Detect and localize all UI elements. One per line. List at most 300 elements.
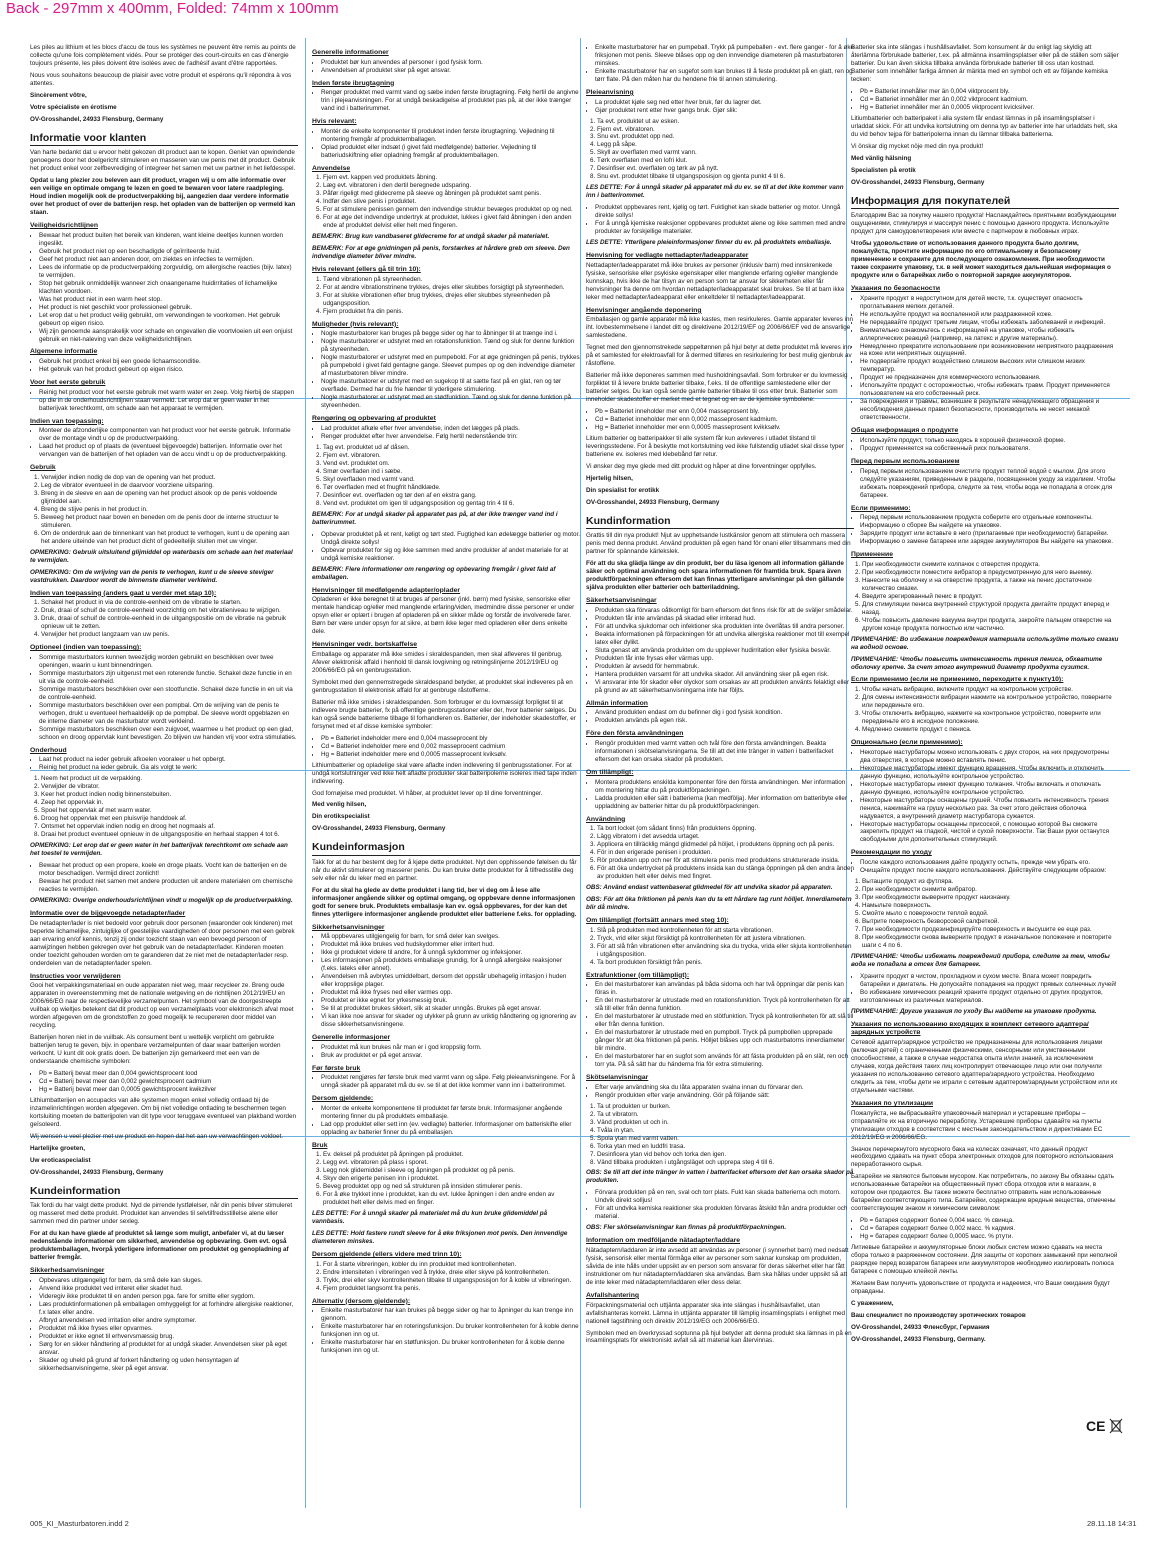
- list-item: • Laat het product na ieder gebruik afkoelen vooraleer u het opbergt.: [39, 756, 298, 764]
- list-item: • Sluta genast att använda produkten om du upplever hudirritation eller fysiska besvär.: [595, 647, 854, 655]
- list-item: 7. Desinfiser evt. overflaten og tørk av på nytt.: [597, 165, 854, 173]
- note-text: BEMÆRK: For at undgå skader på apparatet pas på, at der ikke trænger vand ind i batterirummet.: [312, 510, 558, 526]
- list-item: 2. При необходимости снимите вибратор.: [862, 886, 1119, 894]
- paragraph: Emballasjen og gamle apparater må ikke kastes, men resirkuleres. Gamle apparater leveres inn iht. lovbestemmelsene i landet ditt og direktivene 2012/19/EF og 2006/66/EF ved de ansvarlige samlestedene.: [586, 316, 854, 340]
- list-item: • Enkelte masturbatorer har en støtfunksjon. Du bruker kontrollenheten for å koble denne funksjonen inn og ut.: [321, 1339, 580, 1355]
- list-item: • Efter varje användning ska du låta apparaten svalna innan du förvarar den.: [595, 1084, 854, 1092]
- section-heading: Om tillämpligt (fortsätt annars med steg 10):: [586, 917, 729, 925]
- note-text: OPMERKING: Overige onderhoudsrichtlijnen vindt u mogelijk op de productverpakking.: [30, 897, 293, 905]
- section-title: Kundeinformation: [30, 1185, 298, 1199]
- list-item: • Enkelte masturbatorer har en pumpeball. Trykk på pumpeballen - evt. flere ganger - for å øke friksjonen mot penis. Sleeve blåses opp og den innvendige diameteren på masturbatoren minskes.: [595, 44, 854, 68]
- section-heading: Hvis relevant (ellers gå til trin 10):: [312, 266, 421, 274]
- list-item: • Cd = Batteriet inneholder mer enn 0,002 masseprosent kadmium.: [595, 416, 854, 424]
- list-item: • Produktet må kun brukes når man er i god kroppslig form.: [321, 1044, 580, 1052]
- list-item: 1. Neem het product uit de verpakking.: [41, 775, 298, 783]
- list-item: • Produktet er ikke egnet for yrkesmessig bruk.: [321, 997, 580, 1005]
- bullet-list: [586, 408, 854, 432]
- numbered-list: [586, 927, 854, 967]
- list-item: 4. Smør overfladen ind i sæbe.: [323, 468, 580, 476]
- list-item: • Laad het product op of plaats de (eventueel bijgevoegde) batterijen. Informatie over het vervangen van de batterijen of het opladen van de accu vindt u op de productverpakking.: [39, 443, 298, 459]
- paragraph: Lithiumbatterier og opladelige skal være afladte inden indlevering til genbrugsstationer. For at undgå kortslutninger ved ikke helt afladte produkter skal batteripolerne isoleres med tape inden indlevering.: [312, 761, 577, 785]
- list-item: • Продукт не предназначен для коммерческого использования.: [860, 374, 1119, 382]
- list-item: • Pb = Batterij bevat meer dan 0,004 gewichtsprocent lood: [39, 1070, 298, 1078]
- section-heading: Inden første ibrugtagning: [312, 79, 395, 87]
- bold-text: Specialisten på erotik: [851, 166, 916, 174]
- numbered-list: [586, 118, 854, 182]
- section-heading: Henvisninger til medfølgende adapter/oplader: [312, 586, 461, 594]
- numbered-list: [851, 686, 1119, 734]
- section-heading: Применение: [851, 551, 893, 559]
- section-heading: Henvisninger angående deponering: [586, 306, 702, 314]
- list-item: • Немедленно прекратите использование при возникновении неприятного раздражения на коже или неприятных ощущений.: [860, 343, 1119, 359]
- list-item: • Produktet er ikke egnet til erhvervsmæssig brug.: [39, 1333, 298, 1341]
- list-item: • En del masturbatorer är utrustade med en pumpboll. Tryck på pumpbollen upprepade gånger för att öka friktionen på penis. Hölljet blåses upp och masturbatorns innerdiameter blir mindre.: [595, 1029, 854, 1053]
- list-item: • Reinig het product voor het eerste gebruik met warm water en zeep. Volg hierbij de stappen op die in de onderhoudsrichtlijnen staan vermeld. Let erop dat er geen water in het batterijvak terechtkomt, om schade aan het apparaat te vermijden.: [39, 389, 298, 413]
- list-item: • Gjør produktet rent etter hver gangs bruk. Gjør slik:: [595, 107, 854, 115]
- paragraph: Förpackningsmaterial och uttjänta apparater ska inte slängas i hushållsavfallet, utan avfallshanteras korrekt. Lämna in uttjänta apparater till lämplig insamlingsplats i enlighet med nationell lagstiftning och direktiv 2012/19/EG och 2006/66/EG.: [586, 1301, 846, 1325]
- list-item: • Monter de enkelte komponentene til produktet før første bruk. Informasjoner angående montering finner du på produktets emballasje.: [321, 1105, 580, 1121]
- bullet-list: [312, 531, 580, 563]
- list-item: • Lad produktet afkøle efter hver anvendelse, inden det lægges på plads.: [321, 425, 580, 433]
- paragraph: Пожалуйста, не выбрасывайте упаковочный материал и устаревшие приборы – отправляйте их на вторичную переработку. Устаревшие приборы сдавайте на пункты утилизации отходов в соответствии с местным законодательством и директивами ЕС 2012/19/EG и 2006/66/EG.: [851, 1109, 1103, 1141]
- bold-text: För att du ska glädja länge av din produkt, ber du läsa igenom all information gällande säker och optimal användning och spara informationen för framtida bruk. Spara även produktförpackningen eftersom det kan finnas ytterligare anvisningar på den gällande själva produkten eller batterier och batteriladdning.: [586, 560, 844, 592]
- list-item: 5. Skyll av overflaten med varmt vann.: [597, 149, 854, 157]
- list-item: • Nogle masturbatorer kan bruges på begge sider og har to åbninger til at trænge ind i.: [321, 330, 580, 338]
- note-text: OPMERKING: Om de wrijving van de penis te verhogen, kunt u de sleeve steviger vastdrukken. Daardoor wordt de binnenste diameter verkleind.: [30, 568, 274, 584]
- list-item: • En del masturbatorer är utrustade med en rotationsfunktion. Tryck på kontrollenheten för att slå till eller från denna funktion.: [595, 997, 854, 1013]
- list-item: 4. Verwijder het product langzaam van uw penis.: [41, 631, 298, 639]
- list-item: 1. Чтобы начать вибрацию, включите продукт на контрольном устройстве.: [862, 686, 1119, 694]
- section-heading: Algemene informatie: [30, 348, 98, 356]
- paragraph: Symbolen med en överkryssad soptunna på hjul betyder att denna produkt ska lämnas in på en insamlingsplats för elektroniskt avfall så att material kan återvinnas.: [586, 1329, 852, 1345]
- paragraph: Grattis till din nya produkt! Njut av upphetsande lustkänslor genom att stimulera och massera penis med denna produkt. Använd produkten på egen hand för onani eller tillsammans med din partner för spännande kärlekslek.: [586, 532, 851, 556]
- paragraph: Emballage og apparater må ikke smides i skraldespanden, men skal afleveres til genbrug. Afever elektronisk affald i henhold til dansk lovgivning og retningslinjerne 2012/19/EU og 2006/66/EG på en genbrugsstation.: [312, 650, 563, 674]
- list-item: 8. Draai het product eventueel opnieuw in de uitgangspositie en herhaal stappen 4 tot 6.: [41, 831, 298, 839]
- bold-text: Med venlig hilsen,: [312, 801, 367, 809]
- paragraph: Литиевые батарейки и аккумуляторные блоки любых систем можно сдавать на места сбора только в разряженном состоянии. Для защиты от коротких замыканий при неполной разрядке перед возвратом батареек или аккумуляторов необходимо изолировать полюса батареек с помощью клейкой ленты.: [851, 1244, 1118, 1276]
- list-item: • Videregiv ikke produktet til en anden person pga. fare for smitte eller sygdom.: [39, 1293, 298, 1301]
- list-item: • En del masturbatorer kan användas på båda sidorna och har två öppningar där penis kan föras in.: [595, 981, 854, 997]
- bullet-list: [312, 735, 580, 759]
- list-item: 8. Snu evt. produktet tilbake til utgangsposisjon og gjenta punkt 4 til 6.: [597, 173, 854, 181]
- list-item: • Очищайте продукт после каждого использования. Действуйте следующим образом:: [860, 867, 1119, 875]
- list-item: 2. Endre intensiteten i vibreringen ved å trykke, dreie eller skyve på kontrollenheten.: [323, 1269, 580, 1277]
- list-item: • Некоторые мастурбаторы оснащены присоской, с помощью которой Вы сможете закрепить продукт на гладкой, чистой и сухой поверхности. Так Ваши руки останутся свободными для дополнительных стимуляций.: [860, 821, 1119, 845]
- list-item: 4. Legg på såpe.: [597, 141, 854, 149]
- list-item: 4. Медленно снимите продукт с пениса.: [862, 726, 1119, 734]
- bold-text: Din spesialist for erotikk: [586, 487, 660, 495]
- fold-line-1: [305, 38, 306, 1508]
- bullet-list: [586, 709, 854, 725]
- list-item: 2. Fjern evt. vibratoren.: [323, 452, 580, 460]
- bullet-list: [312, 1105, 580, 1137]
- list-item: 4. Введите эрегированный пенис в продукт.: [862, 593, 1119, 601]
- bullet-list: [312, 59, 580, 75]
- list-item: • Hg = батарея содержит более 0,0005 масс. % ртути.: [860, 1233, 1119, 1241]
- note-text: LES DETTE: Ytterligere pleieinformasjoner finner du ev. på produktets emballasje.: [586, 239, 832, 247]
- list-item: • Montér de enkelte komponenter til produktet inden første ibrugtagning. Vejledning til montering fremgår af produktemballagen.: [321, 128, 580, 144]
- list-item: • Не подвергайте продукт воздействию слишком высоких или слишком низких температур.: [860, 358, 1119, 374]
- list-item: • Hantera produkten varsamt för att undvika skador. All användning sker på egen risk.: [595, 671, 854, 679]
- section-heading: Före den första användningen: [586, 730, 684, 738]
- bullet-list: [312, 425, 580, 441]
- bold-text: Opdat u lang plezier zou beleven aan dit product, vragen wij u om alle informatie over een veilige en optimale omgang te lezen en goed te bewaren voor latere raadpleging. Houd indien mogelijk ook de productverpakking bij, aangezien daar verdere informatie over het product of over de batterijen resp. het opladen van de batterijen op vermeld kan staan.: [30, 177, 296, 217]
- note-text: LES DETTE: For å unngå skader på apparatet må du ev. se til at det ikke kommer vann inn i batterirommet.: [586, 184, 844, 200]
- paragraph: De netadapter/lader is niet bedoeld voor gebruik door personen (waaronder ook kinderen) met beperkte lichamelijke, zintuiglijke of geestelijke vaardigheden of door personen met een gebrek aan ervaring en/of kennis, tenzij zij onder toezicht staan van een bevoegd persoon of aanwijzingen hebben gekregen over het gebruik van de netadapter/lader. Kinderen moeten onder toezicht gehouden worden om te garanderen dat ze niet met de netadapter/lader resp. onderdelen van de netadapter/lader spelen.: [30, 919, 295, 967]
- section-heading: Skötselanvisningar: [586, 1074, 649, 1082]
- bullet-list: [851, 88, 1119, 112]
- section-heading: Før første bruk: [312, 1064, 361, 1072]
- list-item: 5. Для стимуляции пениса внутренней структурой продукта двигайте продукт вперед и назад.: [862, 601, 1119, 617]
- bold-text: OV-Grosshandel, 24933 Flensburg, Germany: [30, 1168, 164, 1176]
- list-item: 1. Tænd vibrationen på styreenheden.: [323, 276, 580, 284]
- list-item: • Produktet må ikke brukes ved hudskydommer eller irritert hud.: [321, 941, 580, 949]
- section-heading: Указания по утилизации: [851, 1099, 934, 1107]
- list-item: • Bewaar het product op een propere, koele en droge plaats. Vocht kan de batterijen en de motor beschadigen. Vermijd direct zonlicht!: [39, 862, 298, 878]
- list-item: • Was het product niet in een warm heet stop.: [39, 296, 298, 304]
- section-heading: Alternativ (dersom gjeldende):: [312, 1297, 411, 1305]
- numbered-list: [586, 1103, 854, 1167]
- list-item: • Opbevar produktet på et rent, køligt og tørt sted. Fugtighed kan ødelægge batterier og motor. Undgå direkte sollys!: [321, 531, 580, 547]
- list-item: 5. Beveg produktet opp og ned så strukturen på innsiden stimulerer penis.: [323, 1183, 580, 1191]
- bullet-list: [851, 859, 1119, 875]
- list-item: 4. Breng de stijve penis in het product in.: [41, 506, 298, 514]
- section-heading: Anvendelse: [312, 164, 351, 172]
- paragraph: Batterier ska inte slängas i hushållsavfallet. Som konsument är du enligt lag skyldig att återlämna förbrukade batterier, t.ex. på allmänna insamlingsplatser eller på de ställen som säljer batterier. Du kan även skicka tillbaka använda förbrukade batterier till oss utan kostnad. Batterier som innehåller farliga ämnen är märkta med en symbol och ett av följande kemiska tecken:: [851, 44, 1119, 83]
- bold-text: OV-Grosshandel, 24933 Flensburg, Germany: [851, 178, 985, 186]
- list-item: 4. Fjern produktet fra din penis.: [323, 308, 580, 316]
- bold-text: For at du skal ha glede av dette produktet i lang tid, ber vi deg om å lese alle informasjoner angående sikker og optimal omgang, og oppbevare denne informasjonen godt for senere bruk. Produktets emballasje kan ev. også oppbevares, for der kan det finnes ytterligere informasjoner angående produktet eller batteriene f.eks. for opplading.: [312, 886, 577, 918]
- list-item: • Cd = Batterij bevat meer dan 0,002 gewichtsprocent cadmium: [39, 1078, 298, 1086]
- list-item: 3. Påfør rigeligt med glidecreme på sleeve og åbningen på produktet samt penis.: [323, 190, 580, 198]
- bullet-list: [851, 468, 1119, 500]
- bullet-list: [586, 1084, 854, 1100]
- list-item: • Produkten ska förvaras oåtkomligt för barn eftersom det finns risk för att de sväljer smådelar.: [595, 607, 854, 615]
- bullet-list: [30, 862, 298, 894]
- list-item: • Hg = Batteriet inneholder mer enn 0,0005 masseprosent kvikksølv.: [595, 424, 854, 432]
- bold-text: Uw eroticaspecialist: [30, 1156, 91, 1164]
- list-item: 4. För in den erigerade penisen i produkten.: [597, 849, 854, 857]
- bold-text: OV-Grosshandel, 24933 Flensburg, Germany: [586, 499, 720, 507]
- list-item: 3. Нанесите на оболочку и на отверстие продукта, а также на пенис достаточное количество смазки.: [862, 577, 1119, 593]
- list-item: • Во избежание химических реакций храните продукт отдельно от других продуктов, изготовленных из различных материалов.: [860, 989, 1119, 1005]
- section-heading: Optioneel (indien van toepassing):: [30, 644, 142, 652]
- list-item: 7. Desinficer evt. overfladen og tør den af en ekstra gang.: [323, 492, 580, 500]
- section-title: Kundeinformasjon: [312, 841, 580, 855]
- list-item: • Opbevares utilgængeligt for børn, da små dele kan sluges.: [39, 1277, 298, 1285]
- bullet-list: [312, 933, 580, 1029]
- list-item: • Внимательно ознакомьтесь с информацией на упаковке, чтобы избежать аллергических реакций (например, на латекс и другие материалы).: [860, 327, 1119, 343]
- section-heading: Information om medföljande nätadapter/laddare: [586, 1237, 741, 1245]
- list-item: 3. Snu evt. produktet opp ned.: [597, 133, 854, 141]
- list-item: • Het product is niet geschikt voor professioneel gebruik.: [39, 304, 298, 312]
- note-text: BEMÆRK: Brug kun vandbaseret glidecreme for at undgå skader på materialet.: [312, 233, 550, 241]
- list-item: 1. Schakel het product in via de controle-eenheid om de vibratie te starten.: [41, 599, 298, 607]
- list-item: • За повреждения и травмы, возникшие в результате ненадлежащего обращения и несоблюдения данных правил безопасности, производитель не несет никакой ответственности.: [860, 398, 1119, 422]
- list-item: • En del masturbatorer är utrustade med en stötfunktion. Tryck på kontrollenheten för att slå till eller från denna funktion.: [595, 1013, 854, 1029]
- list-item: 3. Legg nok glidemiddel i sleeve og åpningen på produktet og på penis.: [323, 1167, 580, 1175]
- list-item: 6. For at øge det indvendige undertryk at produktet, lukkes i givet fald åbningen i den anden ende af produktet delvist eller helt med fingeren.: [323, 214, 580, 230]
- list-item: • Se til at produktet brukes sikkert, slik at skader unngås. Brukes på eget ansvar.: [321, 1005, 580, 1013]
- list-item: • Перед первым использованием продукта соберите его отдельные компоненты. Информацию о сборке Вы найдете на упаковке.: [860, 514, 1119, 530]
- note-text: BEMÆRK: Flere informationer om rengøring og opbevaring fremgår i givet fald af emballagen.: [312, 565, 556, 581]
- paragraph: Litiumbatterier och batteripaket i alla system får endast lämnas in på insamlingsplatser i urladdat skick. För att undvika kortslutning om denna typ av batterier inte har urladdats helt, ska du vid behov tejpa för batteripolerna innan du lämnar tillbaka batterierna.: [851, 114, 1118, 138]
- section-heading: Allmän information: [586, 699, 648, 707]
- bullet-list: [30, 232, 298, 344]
- list-item: 2. Для смены интенсивности вибрации нажмите на контрольное устройство, поверните или передвиньте его.: [862, 694, 1119, 710]
- list-item: 3. Vänd produkten ut och in.: [597, 1119, 854, 1127]
- list-item: 2. Druk, draai of schuif de controle-eenheid voorzichtig om het vibratieniveau te wijzigen.: [41, 607, 298, 615]
- list-item: 3. При необходимости выверните продукт наизнанку.: [862, 894, 1119, 902]
- list-item: 6. Torka ytan med en luddfri trasa.: [597, 1143, 854, 1151]
- list-item: • Produkten används på egen risk.: [595, 717, 854, 725]
- list-item: • Hg = Batterij bevat meer dan 0,0005 gewichtsprocent kwikzilver: [39, 1086, 298, 1094]
- bullet-list: [586, 44, 854, 84]
- list-item: • For å unngå kjemiske reaksjoner oppbevares produktet alene og ikke sammen med andre produkter av forskjellige materialer.: [595, 220, 854, 236]
- numbered-list: [312, 174, 580, 230]
- list-item: • После каждого использования дайте продукту остыть, прежде чем убрать его.: [860, 859, 1119, 867]
- list-item: • Nogle masturbatorer er udstyret med en rotationsfunktion. Tænd og sluk for denne funktion på styreenheden.: [321, 338, 580, 354]
- footer-datetime: 28.11.18 14:31: [1087, 1519, 1137, 1528]
- section-title: Информация для покупателей: [851, 195, 1119, 209]
- list-item: • Sommige masturbators beschikken over een stootfunctie. Schakel deze functie in en uit via de controle-eenheid.: [39, 686, 298, 702]
- section-heading: Henvisning for vedlagte nettadapter/ladeapparater: [586, 252, 749, 260]
- paragraph: Значок перечеркнутого мусорного бака на колесах означает, что данный продукт необходимо сдавать на пункт сбора электронных отходов для повторного использования переработанного сырья.: [851, 1145, 1114, 1169]
- list-item: • Het gebruik van het product gebeurt op eigen risico.: [39, 366, 298, 374]
- paragraph: Tak fordi du har valgt dette produkt. Nyd de pirrende lystfølelser, når din penis bliver stimuleret og masseret med dette produkt. Produktet kan anvendes til selvtilfredsstillelse alene eller sammen med din partner under sexleg.: [30, 1202, 293, 1226]
- list-item: • Wij zijn genoemde aansprakelijk voor schade en ongevallen die voortvloeien uit een onjuist gebruik en niet-naleving van deze veiligheidsrichtlijnen.: [39, 328, 298, 344]
- list-item: • Некоторые мастурбаторы имеют функцию толкания. Чтобы включать и отключать данную функцию, используйте контрольное устройство.: [860, 781, 1119, 797]
- note-text: ПРИМЕЧАНИЕ: Чтобы повысить интенсивность трения пениса, обхватите оболочку крепче. За счет этого внутренний диаметр продукта сузится.: [851, 655, 1103, 671]
- bullet-list: [312, 1074, 580, 1090]
- paragraph: Сетевой адаптер/зарядное устройство не предназначены для использования лицами (включая детей) с ограниченными физическими, сенсорными или умственными способностями, а также в случае недостатка опыта и/или знаний, за исключением случаев, когда действия таких лиц контролирует отвечающее лицо или они получили указания по использованию сетевого адаптера/зарядного устройства. Необходимо следить за тем, чтобы дети не играли с сетевым адаптером/зарядным устройством или их отдельными частями.: [851, 1039, 1118, 1094]
- list-item: • Skader og uheld på grund af forkert håndtering og uden hensyntagen af sikkerhedsanvisningerne, sker på eget ansvar.: [39, 1357, 298, 1373]
- bold-text: Sincèrement vôtre,: [30, 91, 87, 99]
- list-item: • Cd = Batteriet indeholder mere end 0,002 masseprocent cadmium: [321, 743, 580, 751]
- paragraph: Batterier må ikke smides i skraldespanden. Som forbruger er du lovmæssigt forpligtet til at indlevere brugte batterier, fx på offentlige genbrugsstationer eller der, hvor batterier sælges. Du kan også sende batterierne tilbage til forhandleren os. Batterier, der indeholder skadestoffer, er forsynet med et af disse kemiske symboler:: [312, 698, 577, 730]
- section-heading: Om tillämpligt:: [586, 768, 634, 776]
- bullet-list: [851, 1217, 1119, 1241]
- bullet-list: [30, 427, 298, 459]
- list-item: • Pb = батарея содержит более 0,004 масс. % свинца.: [860, 1217, 1119, 1225]
- note-text: OBS: Använd endast vattenbaserat glidmedel för att undvika skador på apparaten.: [586, 884, 833, 892]
- list-item: • Rengör produkten efter varje användning. Gör på följande sätt:: [595, 1092, 854, 1100]
- list-item: • Bewaar het product buiten het bereik van kinderen, want kleine deeltjes kunnen worden ingeslikt.: [39, 232, 298, 248]
- list-item: 6. Вытрите поверхность безворсовой салфеткой.: [862, 918, 1119, 926]
- list-item: • Hg = Batteriet innehåller mer än 0,0005 viktprocent kvicksilver.: [860, 104, 1119, 112]
- list-item: • Некоторые мастурбаторы оснащены грушей. Чтобы повысить интенсивность трения пениса, нажимайте на грушу несколько раз. За счет этого действия оболочка надувается, а внутренний диаметр мастурбатора сужается.: [860, 797, 1119, 821]
- note-text: LES DETTE: Hold fastere rundt sleeve for å øke friksjonen mot penis. Den innvendige diameteren minskes.: [312, 1230, 568, 1246]
- list-item: • Некоторые мастурбаторы имеют функцию вращения. Чтобы включить и отключить данную функцию, используйте контрольное устройство.: [860, 765, 1119, 781]
- bullet-list: [586, 1189, 854, 1221]
- list-item: 2. При необходимости поместите вибратор в предусмотренную для него выемку.: [862, 569, 1119, 577]
- list-item: • Sommige masturbators beschikken over een pompbal. Om de wrijving van de penis te verhogen, drukt u eventueel herhaaldelijk op de pompbal. De sleeve wordt opgeblazen en de interne diameter van de masturbator wordt verkleind.: [39, 702, 298, 726]
- bold-text: Hartelijke groeten,: [30, 1144, 85, 1152]
- section-title: Informatie voor klanten: [30, 132, 298, 146]
- note-text: ПРИМЕЧАНИЕ: Другие указания по уходу Вы найдете на упаковке продукта.: [851, 1007, 1097, 1015]
- list-item: • Produkten får inte användas på skadad eller irriterad hud.: [595, 615, 854, 623]
- paragraph: Nettadapter/ladeapparatet må ikke brukes av personer (inklusiv barn) med innskrenkede fysiske, sensoriske eller psykiske egenskaper eller manglende erfaring og/eller manglende kunnskap, hvis ikke de har tilsyn av en person som tar ansvar for sikkerheten eller får henvisninger fra denne om hvordan nettadapter/ladeapparatet skal brukes. Se til at barn ikke leker med nettadapter/ladeapparat eller enkeltdeler til nettadapter/ladeapparat.: [586, 261, 845, 301]
- note-text: ПРИМЕЧАНИЕ: Во избежание повреждения материала используйте только смазки на водной основе.: [851, 635, 1119, 651]
- list-item: 2. Lägg vibratorn i det avsedda urtaget.: [597, 833, 854, 841]
- paragraph: Opladeren er ikke beregnet til at bruges af personer (inkl. børn) med fysiske, sensoriske eller mentale handicap og/eller med manglende erfaring/viden, medmindre disse personer er under opsyn eller er oplært i brugen af opladeren på en sikker måde og forstår de involverede farer. Børn bør være under opsyn for at sikre, at børn ikke leger med opladeren eller dens enkelte dele.: [312, 596, 575, 636]
- list-item: 3. Чтобы отключить вибрацию, нажмите на контрольное устройство, поверните или передвиньте его в исходное положение.: [862, 710, 1119, 726]
- list-item: 1. Ev. deksel på produktet på åpningen på produktet.: [323, 1151, 580, 1159]
- list-item: • Les informasjonen på produktets emballasje grundig, for å unngå allergiske reaksjoner (f.eks. lateks eller annet).: [321, 957, 580, 973]
- list-item: 6. For å øke trykket inne i produktet, kan du evt. lukke åpningen i den andre enden av produktet helt eller delvis med en finger.: [323, 1191, 580, 1207]
- section-heading: Extrafunktioner (om tillämpligt):: [586, 971, 690, 979]
- list-item: • Enkelte masturbatorer har en sugefot som kan brukes til å feste produktet på en glatt, ren og tørr flate. På den måten har du hendene frie til annen stimulering.: [595, 68, 854, 84]
- note-text: OBS: Fler skötselanvisningar kan finnas på produktförpackningen.: [586, 1224, 787, 1232]
- list-item: • Förvara produkten på en ren, sval och torr plats. Fukt kan skada batterierna och motorn. Undvik direkt solljus!: [595, 1189, 854, 1205]
- list-item: 2. Fjern evt. vibratoren.: [597, 126, 854, 134]
- bullet-list: [586, 981, 854, 1069]
- paragraph: Les piles au lithium et les blocs d'accu de tous les systèmes ne peuvent être remis au points de collecte qu'une fois complètement vidés. Pour se protéger des court-circuits en cas d'énergie toujours présente, les piles doivent être isolées avec de l'adhésif avant d'être rapportées.: [30, 44, 296, 67]
- list-item: 6. Om de onderdruk aan de binnenkant van het product te verhogen, kunt u de opening aan het andere uiteinde van het product dicht of gedeeltelijk sluiten met uw vinger.: [41, 530, 298, 546]
- bullet-list: [312, 1044, 580, 1060]
- note-text: BEMÆRK: For at øge gnidningen på penis, forstærkes at hårdere greb om sleeve. Den indvendige diameter bliver mindre.: [312, 245, 570, 261]
- list-item: • Oplad produktet eller indsæt (i givet fald medfølgende) batterier. Vejledning til batteriudskiftning eller opladning fremgår af produktemballagen.: [321, 144, 580, 160]
- list-item: • Sommige masturbators zijn uitgerust met een roterende functie. Schakel deze functie in en uit via de controle-eenheid.: [39, 670, 298, 686]
- section-heading: Instructies voor verwijderen: [30, 972, 121, 980]
- paragraph: Batterier må ikke deponeres sammen med husholdningsavfall. Som forbruker er du lovmessig forpliktet til å levere brukte batterier tilbake, f.eks. til de offentlige samlestedene eller der batterier selges. Du kan også sende gamle batterier tilbake til oss etter bruk. Batterier som inneholder skadestoffer er merket med et tegnet og en av de kjemiske symbolene:: [586, 372, 848, 404]
- list-item: • Let erop dat u het product veilig gebruikt, om verwondingen te voorkomen. Het gebruik gebeurt op eigen risico.: [39, 312, 298, 328]
- bullet-list: [30, 1277, 298, 1373]
- list-item: 5. Смойте мыло с поверхности теплой водой.: [862, 910, 1119, 918]
- list-item: • Храните продукт в недоступном для детей месте, т.к. существует опасность проглатывания мелких деталей.: [860, 295, 1119, 311]
- list-item: • Храните продукт в чистом, прохладном и сухом месте. Влага может повредить батарейки и двигатель. Не допускайте попадания на продукт прямых солнечных лучей!: [860, 973, 1119, 989]
- paragraph: Wij wensen u veel plezier met uw product en hopen dat het aan uw verwachtingen voldoet.: [30, 1132, 284, 1140]
- list-item: 5. Skyl overfladen med varmt vand.: [323, 476, 580, 484]
- section-heading: Dersom gjeldende:: [312, 1095, 374, 1103]
- list-item: • Geef het product niet aan anderen door, om ziektes en infecties te vermijden.: [39, 256, 298, 264]
- bullet-list: [30, 1070, 298, 1094]
- section-heading: Henvisninger vedr. bortskaffelse: [312, 641, 418, 649]
- bullet-list: [586, 204, 854, 236]
- list-item: • Продукт применяется на собственный риск пользователя.: [860, 445, 1119, 453]
- list-item: • Ladda produkten eller sätt i batterierna (kan medfölja). Mer information om batteribyte eller uppladdning av batterier hittar du på produktförpackningen.: [595, 795, 854, 811]
- section-heading: Рекомендации по уходу: [851, 849, 932, 857]
- list-item: • Sørg for en sikker håndtering af produktet for at undgå skader. Anvendelsen sker på eget ansvar.: [39, 1341, 298, 1357]
- bold-text: For at du kan have glæde af produktet så længe som muligt, anbefaler vi, at du læser nedenstående informationer om sikkerhed, anvendelse og opbevaring. Gem evt. også produktemballagen, hvorpå yderligere informationer om produktet og genopladning af batterier fremgår.: [30, 1230, 289, 1262]
- section-heading: Sikkerhedsanvisninger: [30, 1267, 105, 1275]
- list-item: • Gebruik het product enkel bij een goede lichaamsconditie.: [39, 358, 298, 366]
- list-item: 1. Fjern evt. kappen ved produktets åbning.: [323, 174, 580, 182]
- bold-text: OV-Grosshandel, 24933 Flensburg, Germany.: [851, 1336, 986, 1344]
- list-item: • Зарядите продукт или вставьте в него (прилагаемые при необходимости) батарейки. Информацию о замене батареек или зарядке аккумуляторов Вы найдете на упаковке.: [860, 530, 1119, 546]
- section-heading: Dersom gjeldende (ellers videre med trinn 10):: [312, 1251, 462, 1259]
- compliance-marks: [1086, 1418, 1123, 1434]
- list-item: • Lad opp produktet eller sett inn (ev. vedlagte) batterier. Informasjoner om batteriskifte eller opplading av batterier finner du på emballasjen.: [321, 1121, 580, 1137]
- section-heading: Gebruik: [30, 464, 56, 472]
- section-heading: Informatie over de bijgevoegde netadapter/lader: [30, 910, 186, 917]
- list-item: 6. Tørk overflaten med en lofri klut.: [597, 157, 854, 165]
- section-heading: Indien van toepassing:: [30, 417, 104, 425]
- list-item: 1. При необходимости снимите колпачок с отверстия продукта.: [862, 561, 1119, 569]
- list-item: 6. Чтобы повысить давление вакуума внутри продукта, закройте пальцем отверстие на другом конце продукта полностью или частично.: [862, 617, 1119, 633]
- note-text: OBS: Se till att det inte tränger in vatten i batterifacket eftersom det kan orsaka skador på produkten.: [586, 1169, 854, 1185]
- list-item: • Produkten får inte frysas eller värmas upp.: [595, 655, 854, 663]
- section-heading: Onderhoud: [30, 746, 67, 754]
- list-item: • Cd = батарея содержит более 0,002 масс. % кадмия.: [860, 1225, 1119, 1233]
- list-item: • Monteer de afzonderlijke componenten van het product voor het eerste gebruik. Informatie over de montage vindt u op de productverpakking.: [39, 427, 298, 443]
- bullet-list: [312, 330, 580, 410]
- list-item: • Anvendelsen må avbrytes umiddelbart, dersom det oppstår ubehagelig irritasjon i huden eller kroppslige plager.: [321, 973, 580, 989]
- list-item: • Reinig het product na ieder gebruik. Ga als volgt te werk:: [39, 764, 298, 772]
- list-item: • La produktet kjøle seg ned etter hver bruk, før du lagrer det.: [595, 99, 854, 107]
- list-item: • Anvendelsen af produktet sker på eget ansvar.: [321, 67, 580, 75]
- section-heading: Indien van toepassing (anders gaat u verder met stap 10):: [30, 589, 217, 597]
- paragraph: Batterijen horen niet in de vuilbak. Als consument bent u wettelijk verplicht om gebruikte batterijen terug te geven, bijv. in openbare verzamelpunten of daar waar batterijen worden verkocht. U kunt dit ook gratis doen. De batterijen zijn gemarkeerd met een van de onderstaande chemische symbolen:: [30, 1034, 281, 1066]
- list-item: 3. Trykk, drei eller skyv kontrollenheten tilbake til utgangsposisjon for å koble ut vibreringen.: [323, 1277, 580, 1285]
- section-heading: Общая информация о продукте: [851, 427, 959, 435]
- column-4: [851, 44, 1119, 1509]
- section-heading: Voor het eerste gebruik: [30, 379, 106, 387]
- bullet-list: [851, 437, 1119, 453]
- section-heading: Säkerhetsanvisningar: [586, 597, 657, 605]
- bullet-list: [312, 128, 580, 160]
- list-item: • Produktet rengjøres før første bruk med varmt vann og såpe. Følg pleieanvisningene. For å unngå skader på apparatet må du ev. se til at det ikke kommer vann inn i batterirommet.: [321, 1074, 580, 1090]
- list-item: 6. Tør overfladen med et fnugfrit håndklæde.: [323, 484, 580, 492]
- numbered-list: [312, 276, 580, 316]
- list-item: • Använd produkten endast om du befinner dig i god fysisk kondition.: [595, 709, 854, 717]
- list-item: 3. Breng in de sleeve en aan de opening van het product alsook op de penis voldoende glijmiddel aan.: [41, 490, 298, 506]
- section-heading: Перед первым использованием: [851, 457, 960, 465]
- column-2: [312, 44, 580, 1509]
- section-heading: Användning: [586, 815, 626, 823]
- print-spec-header: Back - 297mm x 400mm, Folded: 74mm x 100mm: [6, 0, 339, 17]
- list-item: • Beakta informationen på förpackningen för att undvika allergiska reaktioner mot till exempel latex eller dylikt.: [595, 631, 854, 647]
- section-heading: Pleieanvisning: [586, 88, 634, 96]
- list-item: 1. Tag evt. produktet ud af dåsen.: [323, 444, 580, 452]
- list-item: • Sommige masturbators beschikken over een zuigvoet, waarmee u het product op een glad, schoon en droog oppervlak kunt bevestigen. Zo blijven uw handen vrij voor extra stimulaties.: [39, 726, 298, 742]
- bold-text: Hjertelig hilsen,: [586, 475, 633, 483]
- bold-text: Ваш специалист по производству эротических товаров: [851, 1312, 1026, 1320]
- list-item: 4. Намыльте поверхность.: [862, 902, 1119, 910]
- list-item: 1. Verwijder indien nodig de dop van de opening van het product.: [41, 474, 298, 482]
- bold-text: Din erotikspecialist: [312, 813, 370, 821]
- paragraph: Litium batterier og batteripakker til alle system får kun avleveres i utladet tilstand til leveringsstedene. For å beskytte mot kortslutning ved ikke fullstendig utladet skal disse typer batteriene ev. isoleres med klebebånd før retur.: [586, 435, 844, 459]
- list-item: • Stop het gebruik onmiddellijk wanneer zich onaangename huidirritaties of lichamelijke klachten voordoen.: [39, 280, 298, 296]
- paragraph: Van harte bedankt dat u ervoor hebt gekozen dit product aan te kopen. Geniet van opwindende genoegens door het doelgericht stimuleren en masseren van uw penis met dit product. Gebruik het product enkel voor zelfbevrediging of integreer het samen met uw partner in het liefdesspel.: [30, 149, 296, 173]
- bullet-list: [586, 779, 854, 811]
- list-item: 4. Fjern produktet langsomt fra penis.: [323, 1285, 580, 1293]
- list-item: 5. Beweeg het product naar boven en beneden om de penis door de interne structuur te stimuleren.: [41, 514, 298, 530]
- note-text: LES DETTE: For å unngå skader på materialet må du kun bruke glidemiddel på vannbasis.: [312, 1210, 548, 1226]
- list-item: • Nogle masturbatorer er udstyret med en pumpebold. For at øge gnidningen på penis, trykkes på pumpebold i givet fald gentagne gange. Sleevet pumpes op og den indvendige diameter af masturbatoren bliver mindre.: [321, 354, 580, 378]
- list-item: 1. Slå på produkten med kontrollenheten för att starta vibrationen.: [597, 927, 854, 935]
- list-item: 5. Rör produkten upp och ner för att stimulera penis med produktens strukturerade insida.: [597, 857, 854, 865]
- section-heading: Sikkerhetsanvisninger: [312, 923, 385, 931]
- note-text: OPMERKING: Gebruik uitsluitend glijmiddel op waterbasis om schade aan het materiaal te vermijden.: [30, 548, 293, 564]
- list-item: 5. Spoel het oppervlak af met warm water.: [41, 807, 298, 815]
- list-item: • Vi kan ikke noe ansvar for skader og ulykker på grunn av uriktig håndtering og ignorering av disse sikkerhetsanvisningene.: [321, 1013, 580, 1029]
- list-item: • Используйте продукт с осторожностью, чтобы избежать травм. Продукт применяется пользователем на его собственный риск.: [860, 382, 1119, 398]
- list-item: 4. Zeep het oppervlak in.: [41, 799, 298, 807]
- ce-mark: CE: [1086, 1418, 1106, 1434]
- note-text: OPMERKING: Let erop dat er geen water in het batterijvak terechtkomt om schade aan het toestel te vermijden.: [30, 842, 288, 858]
- list-item: 2. Legg evt. vibratoren på plass i sporet.: [323, 1159, 580, 1167]
- paragraph: Vi ønsker deg mye glede med ditt produkt og håper at dine forventninger oppfylles.: [586, 463, 817, 471]
- footer-file: 005_KI_Masturbatoren.indd 2: [30, 1519, 129, 1528]
- bullet-list: [30, 389, 298, 413]
- list-item: 4. Indfør den stive penis i produktet.: [323, 198, 580, 206]
- list-item: • Vi ansvarar inte för skador eller olyckor som orsakas av att produkten använts felaktigt eller på grund av att säkerhetsanvisningarna inte har följts.: [595, 679, 854, 695]
- list-item: • Produktet må ikke fryses eller opvarmes.: [39, 1325, 298, 1333]
- numbered-list: [851, 561, 1119, 633]
- list-item: 1. Ta evt. produktet ut av esken.: [597, 118, 854, 126]
- list-item: • Rengør produktet med varmt vand og sæbe inden første ibrugtagning. Følg hertil de angivne trin i plejeanvisningen. For at undgå beskadigelse af produktet pas på, at der ikke trænger vand ind i batterirummet.: [321, 89, 580, 113]
